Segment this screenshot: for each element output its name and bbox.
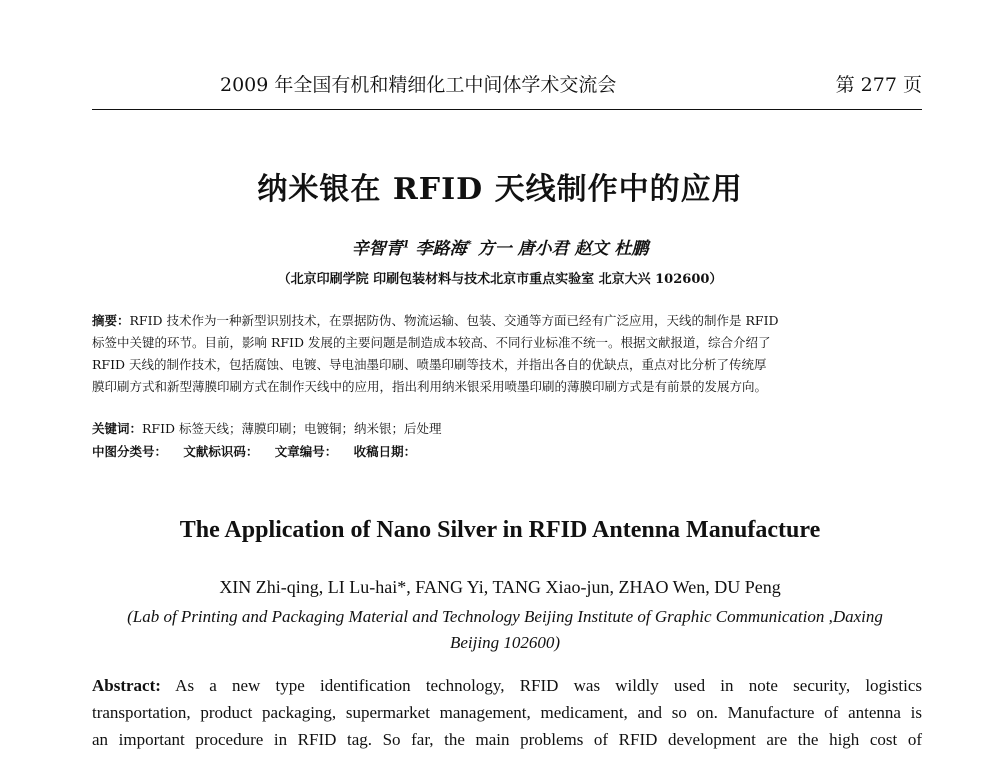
abstract-line: an important procedure in RFID tag. So far, the main problems of RFID development are the high cost of — [92, 730, 922, 749]
chinese-keywords — [92, 419, 442, 437]
english-authors: XIN Zhi-qing, LI Lu-hai*, FANG Yi, TANG Xiao-jun, ZHAO Wen, DU Peng — [219, 577, 781, 597]
abstract-line: transportation, product packaging, supermarket management, medicament, and so on. Manufacture of antenna is — [92, 703, 922, 722]
abstract-line: 膜印刷方式和新型薄膜印刷方式在制作天线中的应用，指出利用纳米银采用喷墨印刷的薄膜印刷方式是有前景的发展方向。 — [92, 379, 768, 394]
abstract-line: 摘要：RFID 技术作为一种新型识别技术，在票据防伪、物流运输、包装、交通等方面已经有广泛应用，天线的制作是 RFID — [92, 313, 779, 328]
keywords-label: 关键词： — [92, 421, 143, 436]
english-affiliation — [90, 604, 920, 656]
chinese-abstract — [92, 310, 922, 398]
chinese-affiliation: （北京印刷学院 印刷包装材料与技术北京市重点实验室 北京大兴 102600） — [277, 272, 723, 287]
running-header — [92, 58, 922, 98]
header-rule — [92, 109, 922, 110]
received-date-label: 收稿日期： — [353, 444, 417, 459]
abstract-line: RFID 天线的制作技术，包括腐蚀、电镀、导电油墨印刷、喷墨印刷等技术，并指出各自的优缺点，重点对比分析了传统厚 — [92, 357, 767, 372]
english-abstract — [92, 672, 922, 753]
affiliation-line: Beijing 102600) — [449, 633, 560, 652]
conference-name: 2009 年全国有机和精细化工中间体学术交流会 — [220, 74, 617, 96]
affiliation-marker: 1 — [402, 239, 410, 251]
page-number: 第 277 页 — [835, 74, 922, 96]
keywords-text: RFID 标签天线；薄膜印刷；电镀铜；纳米银；后处理 — [142, 421, 442, 436]
abstract-label: 摘要： — [92, 313, 130, 328]
document-code-label: 文献标识码： — [183, 444, 259, 459]
other-authors: 方一 唐小君 赵文 杜鹏 — [471, 239, 649, 259]
abstract-line: Abstract: As a new type identification technology, RFID was wildly used in note security, logistics — [92, 676, 922, 695]
abstract-label: Abstract: — [92, 676, 161, 695]
corresponding-marker: * — [466, 239, 472, 251]
article-number-label: 文章编号： — [274, 444, 338, 459]
abstract-line: 标签中关键的环节。目前，影响 RFID 发展的主要问题是制造成本较高、不同行业标准不统一。根据文献报道，综合介绍了 — [92, 335, 771, 350]
chinese-title: 纳米银在 RFID 天线制作中的应用 — [257, 172, 743, 207]
author-xin: 辛智青 — [351, 239, 403, 259]
classification-line — [92, 442, 428, 460]
affiliation-line: (Lab of Printing and Packaging Material and Technology Beijing Institute of Graphic Communication ,Daxing — [127, 607, 883, 626]
chinese-authors — [0, 234, 1000, 259]
author-li: 李路海 — [409, 239, 467, 259]
english-title: The Application of Nano Silver in RFID Antenna Manufacture — [179, 517, 821, 543]
classification-number-label: 中图分类号： — [92, 444, 168, 459]
